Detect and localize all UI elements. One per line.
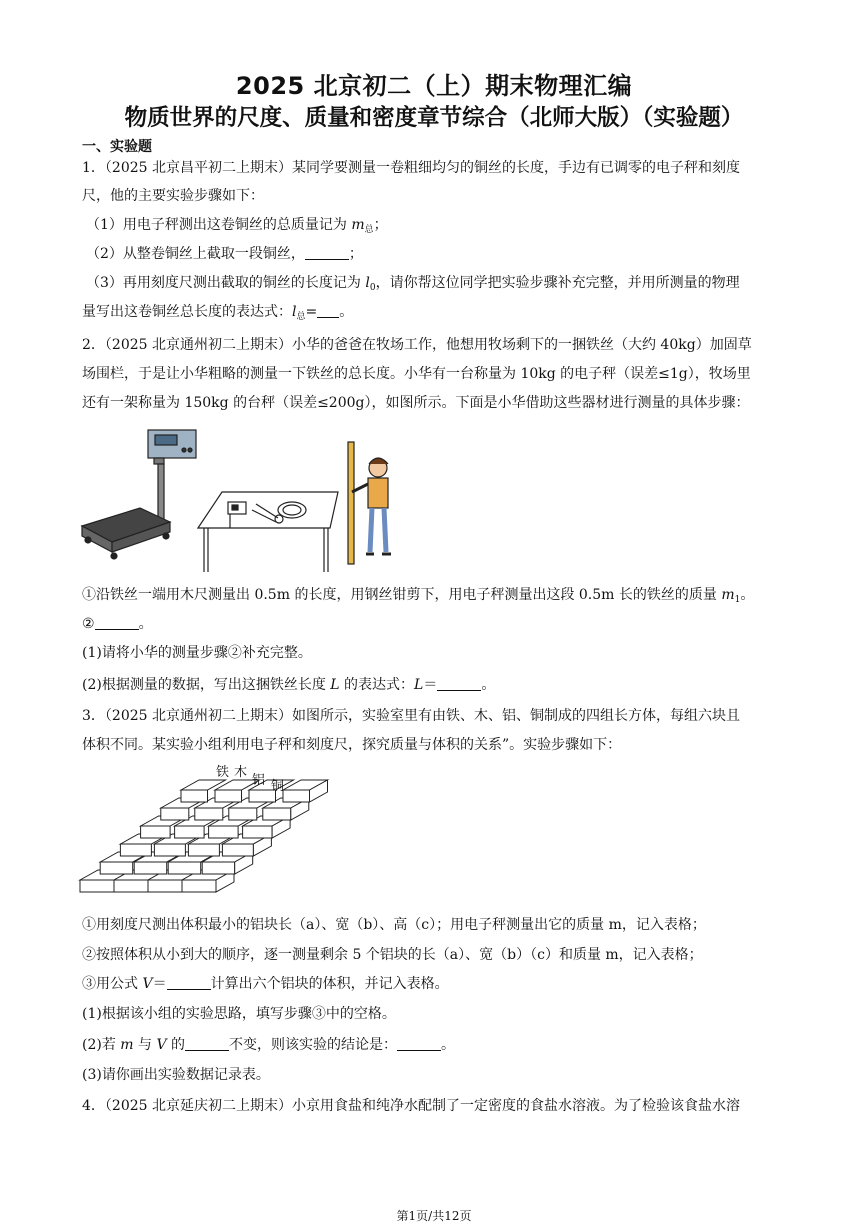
q1-expr-var: l [292, 304, 297, 320]
q1-line1: 1．（2025 北京昌平初二上期末）某同学要测量一卷粗细均匀的铜丝的长度，手边有已调零的电子秤和刻度 [82, 160, 740, 176]
q2-sub2-text2: 的表达式： [339, 677, 415, 693]
q2-step2-text: ② [82, 616, 95, 632]
q2-sub2-blank[interactable] [437, 676, 481, 691]
q2-step2 [82, 614, 792, 634]
q2-sub1: (1)请将小华的测量步骤②补充完整。 [82, 645, 312, 661]
q1-expr-sub: 总 [296, 312, 306, 322]
q2-step1-var: m [721, 587, 735, 603]
person-with-ruler-image [348, 442, 391, 564]
block-front [114, 880, 148, 892]
q1-step2-blank[interactable] [305, 245, 349, 260]
block-front [195, 808, 223, 820]
q2-sub2-end: 。 [481, 677, 496, 693]
q1-step3-text2: ，请你帮这位同学把实验步骤补充完整，并用所测量的物理 [375, 275, 740, 291]
q1-expr-blank[interactable] [317, 303, 339, 318]
q2-step1 [82, 585, 792, 610]
q2-sub2-var2: L [414, 677, 424, 693]
q3-sub1: (1)根据该小组的实验思路，填写步骤③中的空格。 [82, 1006, 396, 1022]
block-front [188, 844, 219, 856]
block-front [141, 826, 171, 838]
q1-step3 [86, 273, 796, 298]
figure-label-wood: 木 [234, 765, 248, 780]
q3-sub2-text: (2)若 [82, 1037, 121, 1053]
q4-line1: 4．（2025 北京延庆初二上期末）小京用食盐和纯净水配制了一定密度的食盐水溶液。为了检验该食盐水溶 [82, 1098, 740, 1114]
block-front [148, 880, 182, 892]
q3-sub2-v: V [156, 1037, 167, 1053]
q1-line2: 尺，他的主要实验步骤如下： [82, 188, 264, 204]
q1-step2-end: ； [348, 246, 363, 262]
figure-label-iron: 铁 [216, 765, 230, 780]
q1-step1-text: （1）用电子秤测出这卷铜丝的总质量记为 [86, 217, 352, 233]
q3-step2: ②按照体积从小到大的顺序，逐一测量剩余 5 个铝块的长（a）、宽（b）（c）和质量 m，记入表格； [82, 947, 703, 963]
document-title: 2025 北京初二（上）期末物理汇编 [235, 72, 633, 100]
q1-step3-text3: 量写出这卷铜丝总长度的表达式： [82, 304, 292, 320]
block-front [120, 844, 151, 856]
q3-sub2-text3: 不变，则该实验的结论是： [229, 1037, 398, 1053]
block-stairs-image [80, 780, 328, 892]
block-front [202, 862, 235, 874]
block-front [182, 880, 216, 892]
q3-line2: 体积不同。某实验小组利用电子秤和刻度尺，探究质量与体积的关系”。实验步骤如下： [82, 737, 622, 753]
block-front [134, 862, 167, 874]
q1-step3-cont [82, 302, 792, 327]
q1-step2 [86, 244, 796, 264]
block-front [168, 862, 201, 874]
q3-line1: 3．（2025 北京通州初二上期末）如图所示，实验室里有由铁、木、铝、铜制成的四组长方体，每组六块且 [82, 708, 740, 724]
q1-step1 [86, 215, 796, 240]
block-front [80, 880, 114, 892]
q3-sub2-m: m [120, 1037, 134, 1053]
block-front [161, 808, 189, 820]
q2-sub2 [82, 675, 792, 695]
q1-step1-var: m [351, 217, 365, 233]
q3-sub2-blank1[interactable] [185, 1036, 229, 1051]
q2-line2: 场围栏，于是让小华粗略的测量一下铁丝的总长度。小华有一台称量为 10kg 的电子秤（误差≤1g），牧场里 [82, 366, 751, 382]
q3-step1: ①用刻度尺测出体积最小的铝块长（a）、宽（b）、高（c）；用电子秤测量出它的质量 m，记入表格； [82, 917, 706, 933]
q3-sub2-end: 。 [441, 1037, 456, 1053]
block-front [154, 844, 185, 856]
q1-step2-text: （2）从整卷铜丝上截取一段铜丝， [86, 246, 305, 262]
q2-line3: 还有一架称量为 150kg 的台秤（误差≤200g），如图所示。下面是小华借助这些器材进行测量的具体步骤： [82, 395, 750, 411]
q2-step1-end: 。 [740, 587, 755, 603]
platform-scale-image [82, 430, 196, 559]
section-heading: 一、实验题 [82, 139, 152, 155]
q3-sub2-blank2[interactable] [397, 1036, 441, 1051]
block-front [243, 826, 273, 838]
q3-step3-text: ③用公式 [82, 976, 143, 992]
q3-step3 [82, 974, 792, 994]
q3-step3-blank[interactable] [167, 975, 211, 990]
block-front [263, 808, 291, 820]
q2-sub2-var: L [330, 677, 340, 693]
q1-step1-sub: 总 [364, 225, 374, 235]
q2-line1: 2．（2025 北京通州初二上期末）小华的爸爸在牧场工作，他想用牧场剩下的一捆铁丝（大约 40kg）加固草 [82, 337, 752, 353]
q2-step2-end: 。 [138, 616, 153, 632]
q3-sub3: (3)请你画出实验数据记录表。 [82, 1067, 270, 1083]
page-footer: 第1页/共12页 [396, 1209, 472, 1223]
q2-sub2-text: (2)根据测量的数据，写出这捆铁丝长度 [82, 677, 331, 693]
q2-figure [80, 422, 410, 572]
block-front [175, 826, 205, 838]
q3-figure [80, 760, 296, 896]
q2-step2-blank[interactable] [95, 615, 139, 630]
q3-step3-text2: 计算出六个铝块的体积，并记入表格。 [210, 976, 449, 992]
block-front [222, 844, 253, 856]
q3-sub2-mid: 与 [133, 1037, 157, 1053]
figure-label-aluminum: 铝 [252, 773, 266, 788]
q1-step3-end: 。 [339, 304, 354, 320]
q3-sub2-text2: 的 [166, 1037, 186, 1053]
block-front [100, 862, 133, 874]
q2-sub2-eq: ＝ [423, 677, 438, 693]
q1-step3-sub: 0 [369, 283, 376, 293]
table-image [198, 492, 338, 572]
q1-step3-var: l [365, 275, 370, 291]
block-front [283, 790, 310, 802]
block-front [181, 790, 208, 802]
q1-expr-eq: = [305, 304, 318, 320]
block-front [229, 808, 257, 820]
figure-label-copper: 铜 [271, 779, 285, 794]
block-front [209, 826, 239, 838]
q3-step3-var: V [142, 976, 153, 992]
q2-step1-sub: 1 [734, 595, 741, 605]
document-subtitle: 物质世界的尺度、质量和密度章节综合（北师大版）（实验题） [124, 105, 744, 131]
q1-step1-end: ； [373, 217, 388, 233]
q2-step1-text: ①沿铁丝一端用木尺测量出 0.5m 的长度，用钢丝钳剪下，用电子秤测量出这段 0.5m 长的铁丝的质量 [82, 587, 722, 603]
q1-step3-text: （3）再用刻度尺测出截取的铜丝的长度记为 [86, 275, 366, 291]
q3-sub2 [82, 1035, 792, 1055]
q3-step3-eq: ＝ [152, 976, 167, 992]
block-front [215, 790, 242, 802]
